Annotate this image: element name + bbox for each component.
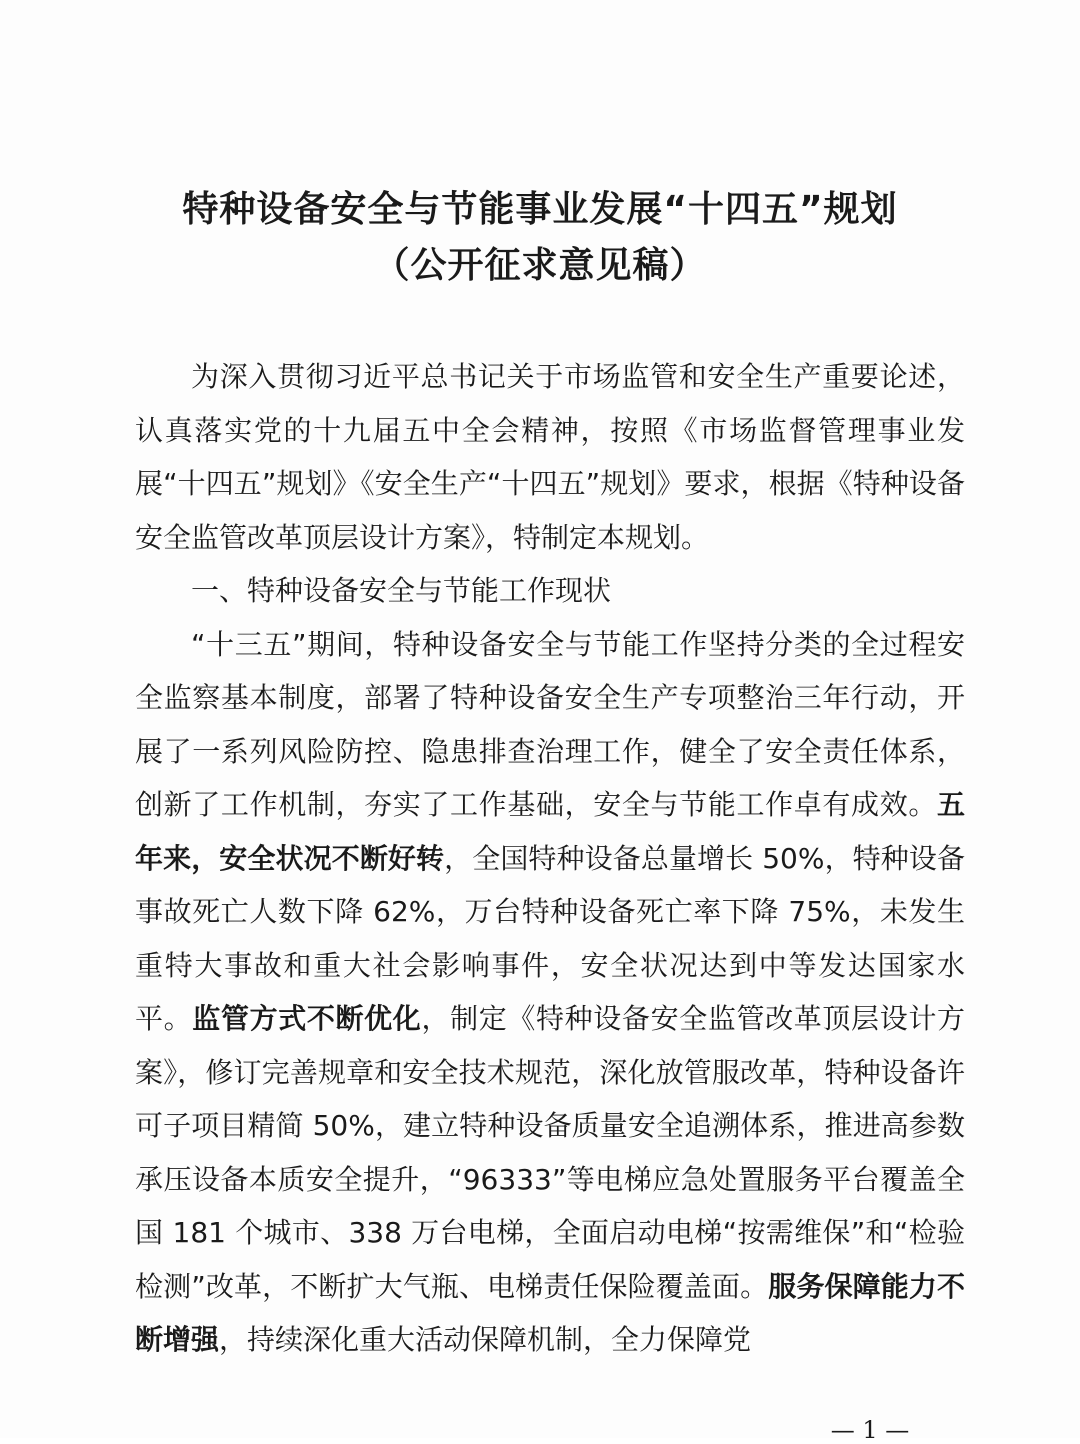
title-line-subtitle: （公开征求意见稿） (373, 245, 707, 286)
section-1-text-1: “十三五”期间，特种设备安全与节能工作坚持分类的全过程安全监察基本制度，部署了特种设备安全生产专项整治三年行动，开展了一系列风险防控、隐患排查治理工作，健全了安全责任体系，创新了工作机制，夯实了工作基础，安全与节能工作卓有成效。 (135, 627, 965, 821)
section-1-highlight-3: 服务保障能力不断增强 (135, 1269, 965, 1356)
document-title (0, 182, 1080, 294)
section-1-paragraph (135, 618, 965, 1367)
title-line-main: 特种设备安全与节能事业发展“十四五”规划 (182, 189, 898, 230)
section-1-text-2: ，全国特种设备总量增长 50%，特种设备事故死亡人数下降 62%，万台特种设备死亡率下降 75%，未发生重特大事故和重大社会影响事件，安全状况达到中等发达国家水平。 (135, 841, 965, 1035)
section-1-text-4: ，持续深化重大活动保障机制，全力保障党 (219, 1323, 752, 1356)
section-1-highlight-1: 五年来，安全状况不断好转 (135, 788, 965, 875)
intro-paragraph: 为深入贯彻习近平总书记关于市场监管和安全生产重要论述，认真落实党的十九届五中全会精神，按照《市场监督管理事业发展“十四五”规划》《安全生产“十四五”规划》要求，根据《特种设备安全监管改革顶层设计方案》，特制定本规划。 (135, 360, 965, 554)
document-body (135, 350, 965, 1367)
page-number: — 1 — (830, 1416, 910, 1444)
section-1-highlight-2: 监管方式不断优化 (192, 1002, 422, 1035)
section-heading-1: 一、特种设备安全与节能工作现状 (191, 574, 612, 607)
section-1-text-3: ，制定《特种设备安全监管改革顶层设计方案》，修订完善规章和安全技术规范，深化放管服改革，特种设备许可子项目精简 50%，建立特种设备质量安全追溯体系，推进高参数承压设备本质安全提升，“96333”等电梯应急处置服务平台覆盖全国 181 个城市、338 万台电梯，全面启动电梯“按需维保”和“检验检测”改革，不断扩大气瓶、电梯责任保险覆盖面。 (135, 1002, 965, 1303)
